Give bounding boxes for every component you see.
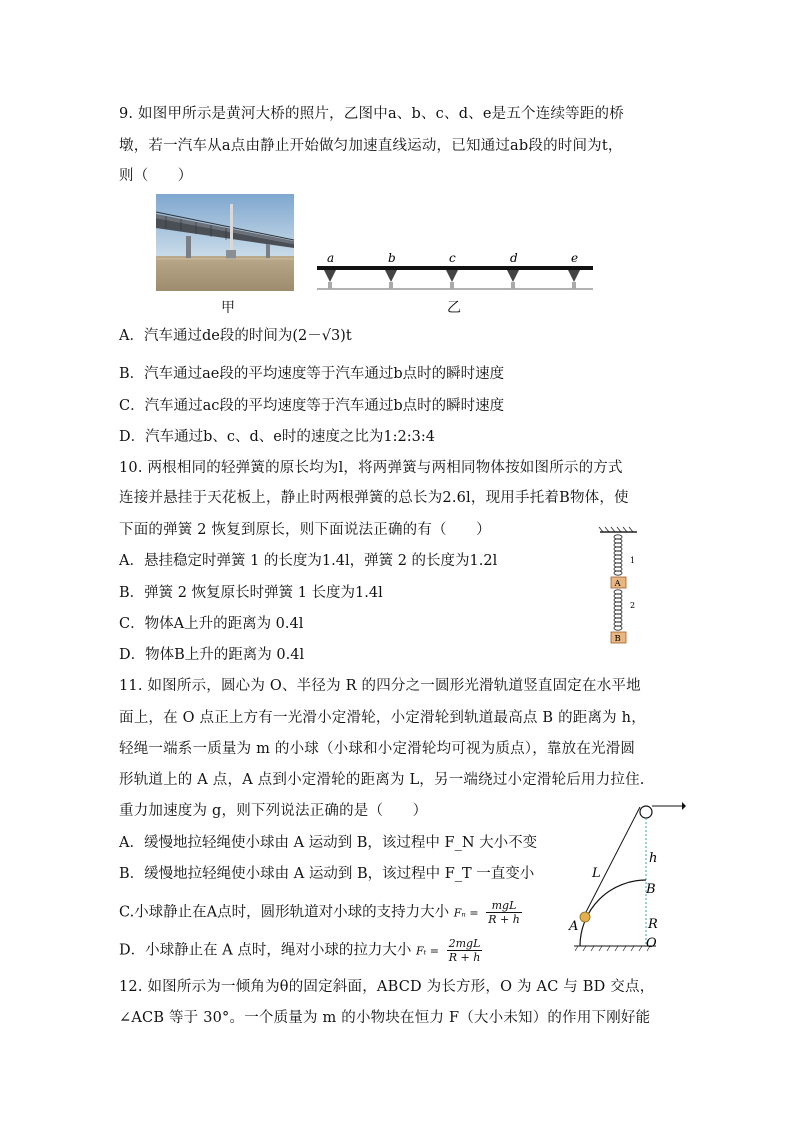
q11-option-d-denominator: R + h xyxy=(448,951,481,964)
pier-label-a: a xyxy=(327,251,335,265)
q10-option-a: A．悬挂稳定时弹簧 1 的长度为1.4l，弹簧 2 的长度为1.2l xyxy=(119,553,498,569)
q11-option-c-symbol: Fₙ = xyxy=(453,906,479,920)
q11-stem-line4: 形轨道上的 A 点，A 点到小定滑轮的距离为 L，另一端绕过小定滑轮后用力拉住. xyxy=(119,772,645,788)
q11-option-c-numerator: mgL xyxy=(486,899,522,913)
q9-stem-line2: 墩，若一汽车从a点由静止开始做匀加速直线运动，已知通过ab段的时间为t， xyxy=(119,138,623,154)
q11-stem-line3: 轻绳一端系一质量为 m 的小球（小球和小定滑轮均可视为质点），靠放在光滑圆 xyxy=(119,741,636,757)
q9-option-d: D．汽车通过b、c、d、e时的速度之比为1:2:3:4 xyxy=(119,429,435,445)
block-b-label: B xyxy=(614,634,621,644)
q11-stem-line2: 面上，在 O 点正上方有一光滑小定滑轮，小定滑轮到轨道最高点 B 的距离为 h， xyxy=(119,710,646,726)
q11-option-d xyxy=(119,937,482,964)
q10-option-c: C．物体A上升的距离为 0.4l xyxy=(119,616,304,632)
label-L: L xyxy=(592,866,601,881)
pier-label-e: e xyxy=(571,251,579,265)
q9-stem-line1: 9. 如图甲所示是黄河大桥的照片，乙图中a、b、c、d、e是五个连续等距的桥 xyxy=(119,106,624,122)
block-a-label: A xyxy=(614,579,621,589)
bridge-photo xyxy=(156,194,294,291)
q12-stem-line2: ∠ACB 等于 30°。一个质量为 m 的小物块在恒力 F（大小未知）的作用下刚好能 xyxy=(119,1010,651,1026)
label-O: O xyxy=(646,936,657,951)
q11-option-c-fraction xyxy=(486,899,522,926)
spring-2-label: 2 xyxy=(630,601,636,610)
pier-label-b: b xyxy=(388,251,396,265)
q11-option-d-numerator: 2mgL xyxy=(448,937,481,950)
q11-option-c-denominator: R + h xyxy=(488,913,520,926)
pier-label-d: d xyxy=(510,251,518,265)
spring-1-label: 1 xyxy=(630,556,636,565)
q12-stem-line1: 12. 如图所示为一倾角为θ的固定斜面，ABCD 为长方形，O 为 AC 与 BD 交点， xyxy=(119,979,655,995)
q10-option-d: D．物体B上升的距离为 0.4l xyxy=(119,647,305,663)
label-h: h xyxy=(649,851,658,866)
pulley-track-diagram xyxy=(566,796,686,956)
q11-option-d-fraction xyxy=(447,937,483,964)
q11-option-a: A．缓慢地拉轻绳使小球由 A 运动到 B，该过程中 F_N 大小不变 xyxy=(119,835,538,851)
label-B: B xyxy=(646,882,656,897)
q11-option-c-text: C.小球静止在A点时，圆形轨道对小球的支持力大小 xyxy=(119,904,450,921)
q9-option-b: B．汽车通过ae段的平均速度等于汽车通过b点时的瞬时速度 xyxy=(119,366,505,382)
q11-stem-line1: 11. 如图所示，圆心为 O、半径为 R 的四分之一圆形光滑轨道竖直固定在水平地 xyxy=(119,678,641,694)
q11-option-b: B．缓慢地拉轻绳使小球由 A 运动到 B，该过程中 F_T 一直变小 xyxy=(119,866,535,882)
pier-diagram xyxy=(312,250,597,295)
q11-option-c xyxy=(119,899,522,926)
q10-stem-line1: 10. 两根相同的轻弹簧的原长均为l，将两弹簧与两相同物体按如图所示的方式 xyxy=(119,460,623,476)
label-A: A xyxy=(569,919,579,934)
q11-option-d-symbol: Fₜ = xyxy=(415,944,439,958)
caption-yi: 乙 xyxy=(447,300,461,316)
q10-stem-line2: 连接并悬挂于天花板上，静止时两根弹簧的总长为2.6l，现用手托着B物体，使 xyxy=(119,490,629,506)
caption-jia: 甲 xyxy=(221,300,235,316)
q9-option-c: C．汽车通过ac段的平均速度等于汽车通过b点时的瞬时速度 xyxy=(119,398,505,414)
q11-option-d-text: D．小球静止在 A 点时，绳对小球的拉力大小 xyxy=(119,942,412,959)
spring-diagram xyxy=(595,526,645,646)
q10-stem-line3: 下面的弹簧 2 恢复到原长，则下面说法正确的有（ ） xyxy=(119,522,491,538)
pier-label-c: c xyxy=(449,251,456,265)
q10-option-b: B．弹簧 2 恢复原长时弹簧 1 长度为1.4l xyxy=(119,585,383,601)
label-R: R xyxy=(648,917,658,932)
q9-stem-line3: 则（ ） xyxy=(119,168,193,184)
q9-option-a: A．汽车通过de段的时间为(2－√3)t xyxy=(119,328,352,344)
q11-stem-line5: 重力加速度为 g，则下列说法正确的是（ ） xyxy=(119,803,428,819)
